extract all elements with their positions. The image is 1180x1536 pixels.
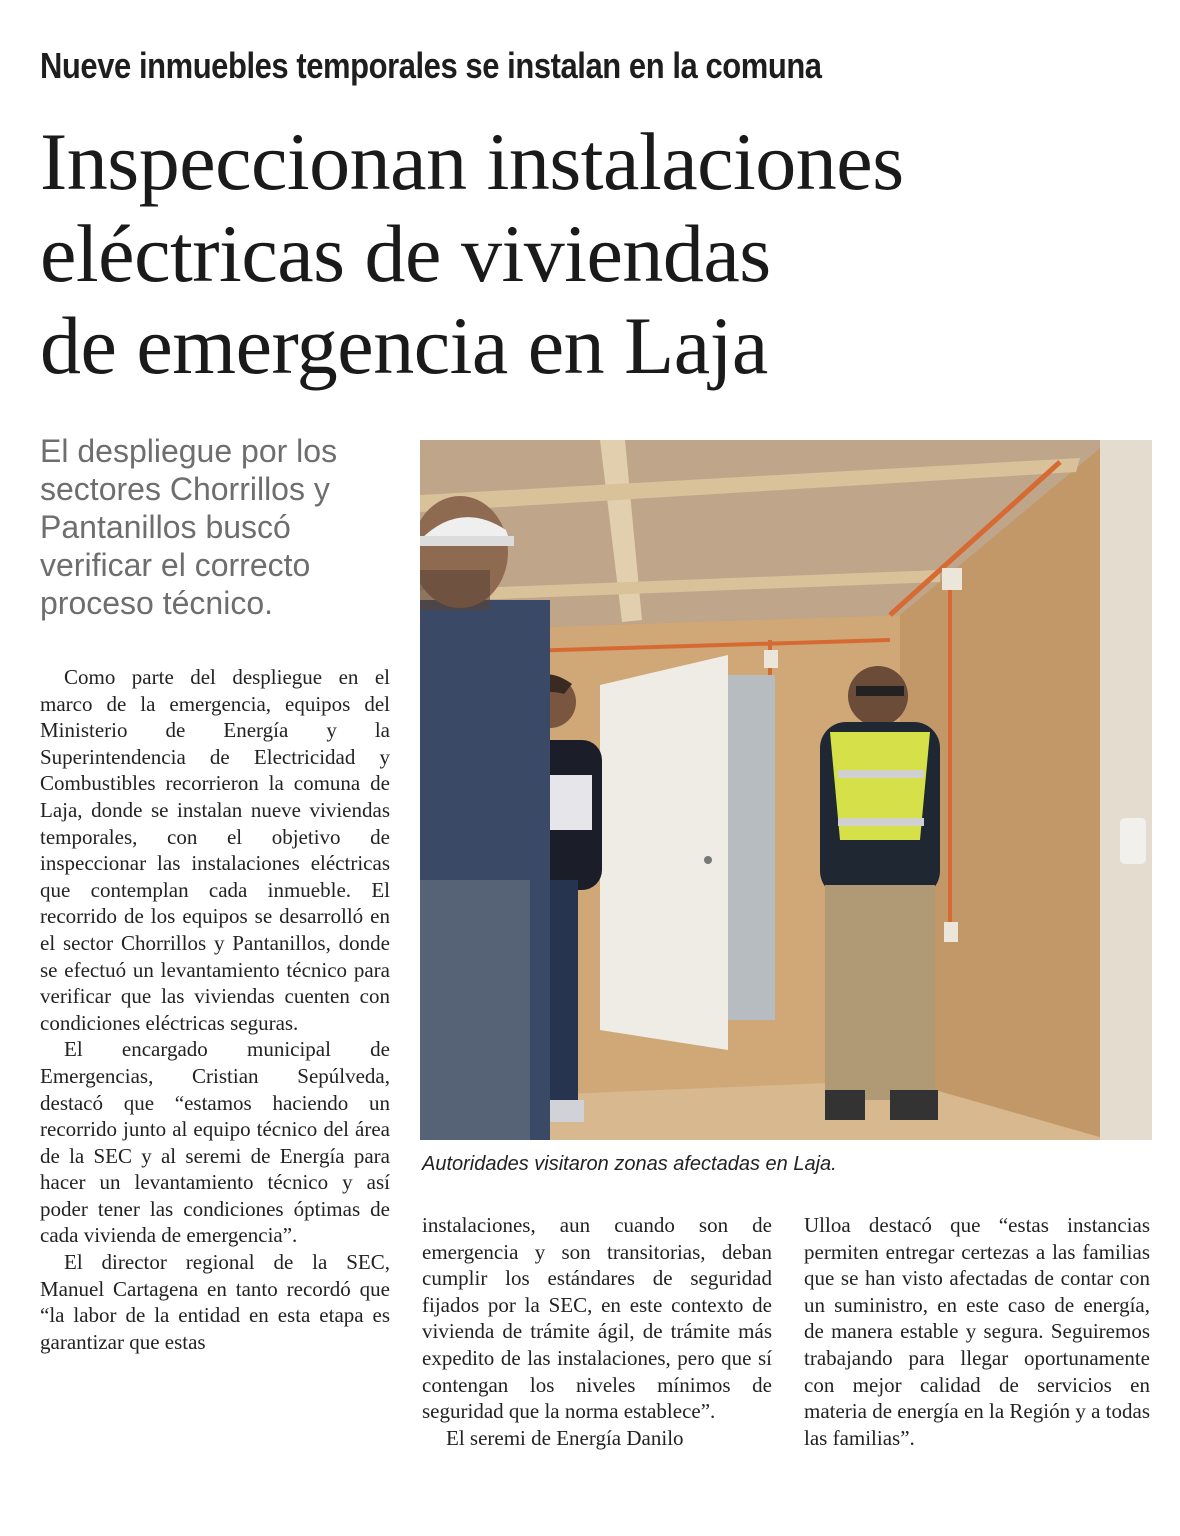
photo-caption: Autoridades visitaron zonas afectadas en Laja. (422, 1153, 837, 1175)
headline-line: de emergencia en Laja (40, 300, 768, 391)
body-column-1 (40, 664, 390, 1355)
headline-line: Inspeccionan instalaciones (40, 116, 904, 207)
photo-door (600, 655, 728, 1050)
body-paragraph: El director regional de la SEC, Manuel Cartagena en tanto recordó que “la labor de la entidad en esta etapa es garantizar que estas (40, 1250, 390, 1354)
body-column-2 (422, 1212, 772, 1451)
kicker: Nueve inmuebles temporales se instalan en la comuna (40, 45, 822, 86)
headline-line: eléctricas de viviendas (40, 208, 771, 299)
photo-doorway (720, 675, 775, 1020)
body-paragraph: El encargado municipal de Emergencias, Cristian Sepúlveda, destacó que “estamos haciendo un recorrido junto al equipo técnico del área de la SEC y al seremi de Energía para hacer un levantamiento técnico y así poder tener las condiciones óptimas de cada vivienda de emergencia”. (40, 1037, 390, 1248)
photo-worker-vest (820, 666, 940, 1120)
standfirst-line: Pantanillos buscó (40, 509, 291, 545)
standfirst-line: El despliegue por los (40, 433, 338, 469)
article-photo (420, 440, 1152, 1140)
photo-door-frame (1100, 440, 1152, 1140)
standfirst (40, 432, 400, 622)
body-column-3 (804, 1212, 1150, 1451)
headline (40, 116, 1150, 392)
standfirst-line: sectores Chorrillos y (40, 471, 330, 507)
body-paragraph: Ulloa destacó que “estas instancias permiten entregar certezas a las familias que se han visto afectadas de contar con un suministro, en este caso de energía, de manera estable y segura. Seguiremos trabajando para llegar oportunamente con mejor calidad de servicios en materia de energía en la Región y a todas las familias”. (804, 1213, 1150, 1450)
standfirst-line: proceso técnico. (40, 585, 274, 621)
standfirst-line: verificar el correcto (40, 547, 311, 583)
body-paragraph: instalaciones, aun cuando son de emergencia y son transitorias, deban cumplir los estándares de seguridad fijados por la SEC, en este contexto de vivienda de trámite ágil, de trámite más expedito de las instalaciones, pero que sí contengan los niveles mínimos de seguridad que la norma establece”. (422, 1213, 772, 1424)
body-paragraph: El seremi de Energía Danilo (446, 1425, 684, 1450)
body-paragraph: Como parte del despliegue en el marco de la emergencia, equipos del Ministerio de Energía y la Superintendencia de Electricidad y Combustibles recorrieron la comuna de Laja, donde se instalan nueve viviendas temporales, con el objetivo de inspeccionar las instalaciones eléctricas que contemplan cada inmueble. El recorrido de los equipos se desarrolló en el sector Chorrillos y Pantanillos, donde se efectuó un levantamiento técnico para verificar que las viviendas cuenten con condiciones eléctricas seguras. (40, 665, 390, 1035)
